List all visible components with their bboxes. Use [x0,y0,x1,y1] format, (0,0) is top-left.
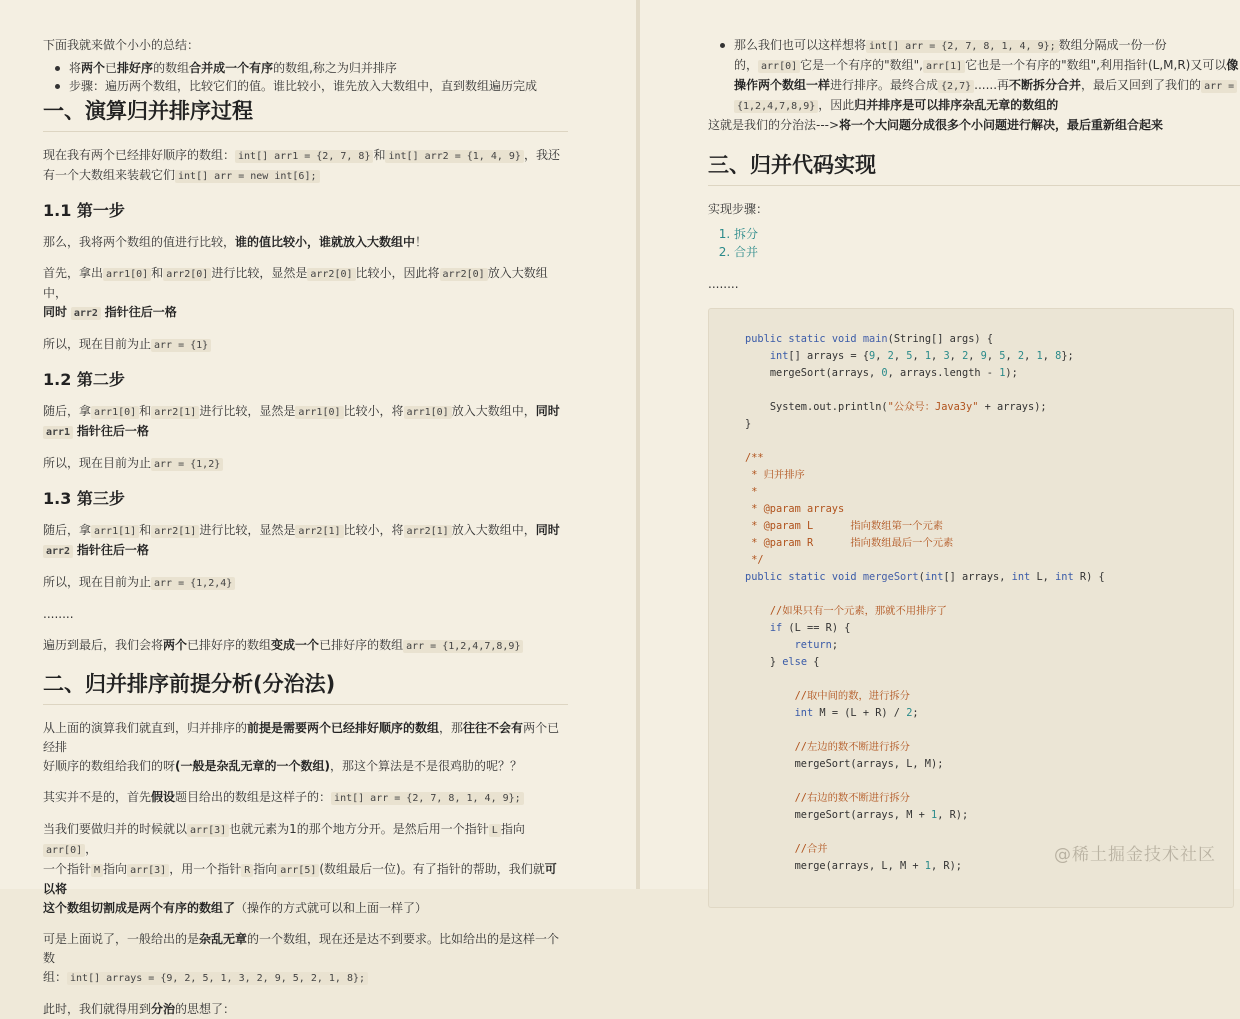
code-line: } [745,418,752,430]
list-item: 那么我们也可以这样想将 int[] arr = {2, 7, 8, 1, 4, 9}; 数组分隔成一份一份 的， arr[0] 它是一个有序的"数组", arr[1] 它也是一个有序的"数组",利用指针(L,M,R)又可以像 操作两个数组一样进行排序。最终合成 {2,7} ......再不断拆分合并，最后又回到了我们的 arr = {1,2,4,7,8,9} ，因此归并排序是可以排序杂乱无章的数组的 [734,36,1240,116]
right-page [640,0,1240,889]
code-line: System.out.println("公众号：Java3y" + arrays); [769,401,1047,413]
code-line: mergeSort(arrays, 0, arrays.length - 1); [769,367,1018,379]
paragraph: 从上面的演算我们就直到，归并排序的前提是需要两个已经排好顺序的数组，那往往不会有两个已经排 好顺序的数组给我们的呀(一般是杂乱无章的一个数组)，那这个算法是不是很鸡肋的呢？？ [43,721,560,773]
section-heading-code: 三、归并代码实现 [708,149,1240,186]
code-line: int[] arrays = {9, 2, 5, 1, 3, 2, 9, 5, 2, 1, 8}; [769,350,1074,362]
code-line [745,671,1233,688]
paragraph: 其实并不是的，首先假设题目给出的数组是这样子的： int[] arr = {2, 7, 8, 1, 4, 9}; [43,788,568,808]
section-heading-demo: 一、演算归并排序过程 [43,95,568,132]
code-comment: */ [745,554,764,566]
code-line [745,773,1233,790]
code-line: public static void mergeSort(int[] arrays, int L, int R) { [745,571,1105,583]
paragraph: 所以，现在目前为止 arr = {1,2} [43,454,568,474]
list-item: 将两个已排好序的数组合并成一个有序的数组,称之为归并排序 [69,59,568,77]
subheading-step1: 1.1 第一步 [43,201,125,220]
code-line [745,433,1233,450]
paragraph: 那么，我将两个数组的值进行比较，谁的值比较小，谁就放入大数组中！ [43,235,428,249]
paragraph: 现在我有两个已经排好顺序的数组： int[] arr1 = {2, 7, 8} 和 int[] arr2 = {1, 4, 9} ，我还 有一个大数组来装载它们 int[] arr = new int[6]; [43,148,560,182]
paragraph: 遍历到最后，我们会将两个已排好序的数组变成一个已排好序的数组 arr = {1,2,4,7,8,9} [43,636,568,656]
paragraph: 随后，拿 arr1[1] 和 arr2[1] 进行比较，显然是 arr2[1] 比较小，将 arr2[1] 放入大数组中，同时 arr2 指针往后一格 [43,523,560,557]
code-comment: //如果只有一个元素，那就不用排序了 [769,605,947,617]
ellipsis: ........ [43,607,74,621]
code-line: mergeSort(arrays, M + 1, R); [794,809,969,821]
code-line: merge(arrays, L, M + 1, R); [794,860,962,872]
list-item: 2. 合并 [734,243,1240,261]
list-item: 1. 拆分 [734,225,1240,243]
summary-list [43,59,568,95]
code-line: int M = (L + R) / 2; [794,707,919,719]
code-line: return; [794,639,839,651]
steps-label: 实现步骤： [708,202,769,216]
code-line [745,824,1233,841]
paragraph: 可是上面说了，一般给出的是杂乱无章的一个数组，现在还是达不到要求。比如给出的是这样一个数 组： int[] arrays = {9, 2, 5, 1, 3, 2, 9, 5, 2, 1, 8}; [43,932,560,984]
code-comment: * @param L 指向数组第一个元素 [745,520,944,532]
code-comment: * @param R 指向数组最后一个元素 [745,537,954,549]
code-line: if (L == R) { [769,622,851,634]
code-comment: //右边的数不断进行拆分 [794,792,910,804]
paragraph: 随后，拿 arr1[0] 和 arr2[1] 进行比较，显然是 arr1[0] 比较小，将 arr1[0] 放入大数组中，同时 arr1 指针往后一格 [43,404,560,438]
code-comment: * @param arrays [745,503,845,515]
paragraph: 首先，拿出 arr1[0] 和 arr2[0] 进行比较，显然是 arr2[0] 比较小，因此将 arr2[0] 放入大数组中， 同时 arr2 指针往后一格 [43,266,548,319]
code-line [745,586,1233,603]
code-comment: * [745,486,758,498]
code-comment: //合并 [794,843,828,855]
paragraph: 所以，现在目前为止 arr = {1} [43,335,568,355]
subheading-step3: 1.3 第三步 [43,489,125,508]
code-line: } else { [769,656,820,668]
steps-list [708,225,1240,261]
subheading-step2: 1.2 第二步 [43,370,125,389]
paragraph: 所以，现在目前为止 arr = {1,2,4} [43,573,568,593]
code-line: mergeSort(arrays, L, M); [794,758,944,770]
section-heading-premise: 二、归并排序前提分析(分治法) [43,668,568,705]
code-line: public static void main(String[] args) { [745,333,994,345]
list-item: 步骤：遍历两个数组，比较它们的值。谁比较小，谁先放入大数组中，直到数组遍历完成 [69,77,568,95]
code-comment: * 归并排序 [745,469,805,481]
code-comment: //左边的数不断进行拆分 [794,741,910,753]
code-comment: /** [745,452,764,464]
watermark: @稀土掘金技术社区 [1054,845,1216,865]
paragraph: 此时，我们就得用到分治的思想了： [43,1002,236,1016]
paragraph: 当我们要做归并的时候就以 arr[3] 也就元素为1的那个地方分开。是然后用一个指针 L 指向arr[0] ， 一个指针 M 指向 arr[3] ，用一个指针 R 指向 arr[5] (数组最后一位)。有了指针的帮助，我们就可以将 这个数组切割成是两个有序的数组了（操作的方式就可以和上面一样了） [43,822,557,915]
ellipsis: ........ [708,277,739,291]
code-line [745,382,1233,399]
code-block [708,308,1234,908]
divide-list [708,36,1240,116]
code-comment: //取中间的数，进行拆分 [794,690,910,702]
summary-intro: 下面我就来做个小小的总结： [43,38,200,52]
code-line [745,722,1233,739]
paragraph: 这就是我们的分治法--->将一个大问题分成很多个小问题进行解决，最后重新组合起来 [708,118,1164,132]
